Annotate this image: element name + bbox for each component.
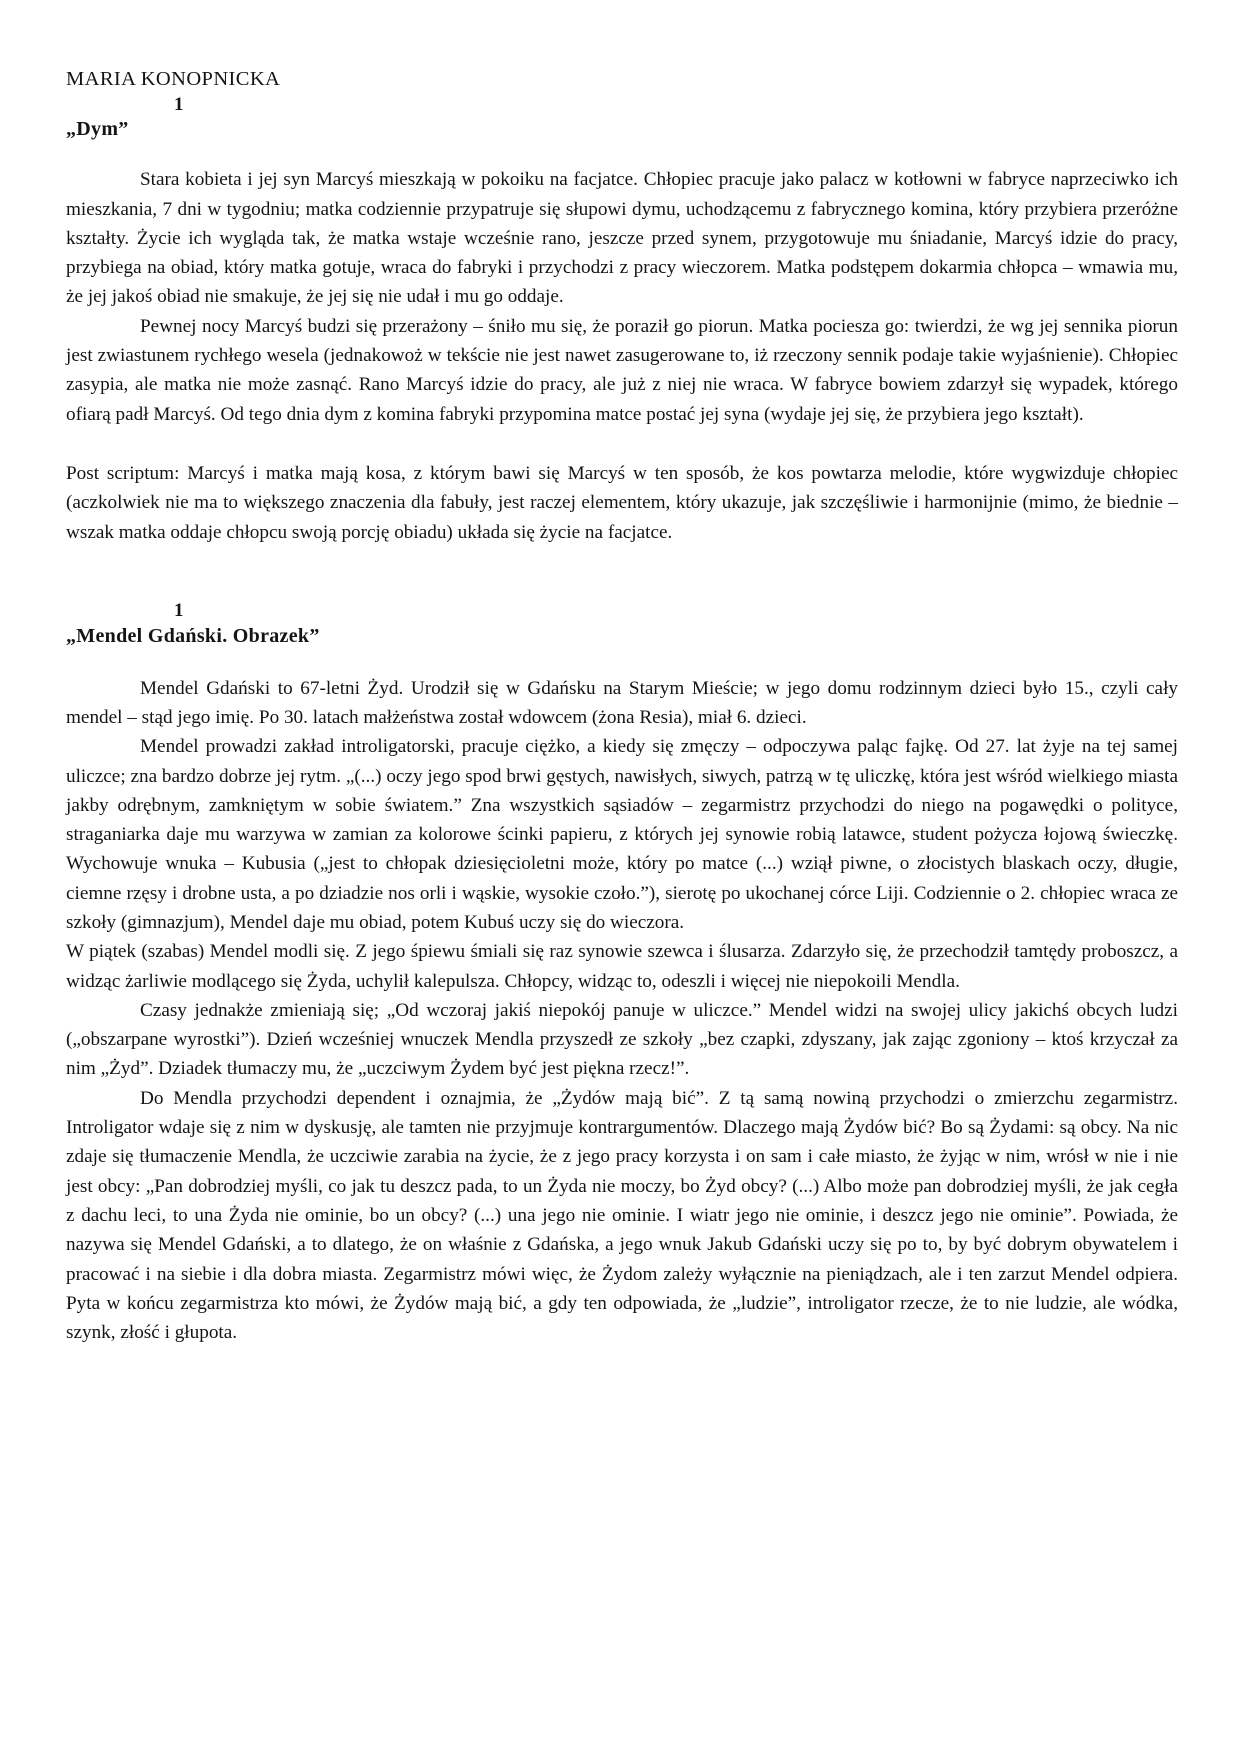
paragraph-mendel-5: Do Mendla przychodzi dependent i oznajmia, że „Żydów mają bić”. Z tą samą nowiną przychodzi o zmierzchu zegarmistrz. Introligator wdaje się z nim w dyskusję, ale tamten nie przyjmuje kontrargumentów. Dlaczego mają Żydów bić? Bo są Żydami: są obcy. Na nic zdaje się tłumaczenie Mendla, że uczciwie zarabia na życie, że z jego pracy korzysta i on sam i całe miasto, że żyjąc w nim, wrósł w nie i nie jest obcy: „Pan dobrodziej myśli, co jak tu deszcz pada, to un Żyda nie moczy, bo Żyd obcy? (...) Albo może pan dobrodziej myśli, że jak cegła z dachu leci, to una Żyda nie ominie, bo un obcy? (...) una jego nie ominie. I wiatr jego nie ominie, i deszcz jego nie ominie”. Powiada, że nazywa się Mendel Gdański, a to dlatego, że on właśnie z Gdańska, a jego wnuk Jakub Gdański uczy się po to, by być dobrym obywatelem i pracować i na siebie i dla dobra miasta. Zegarmistrz mówi więc, że Żydom zależy wyłącznie na pieniądzach, ale i ten zarzut Mendel odpiera. Pyta w końcu zegarmistrza kto mówi, że Żydów mają bić, a gdy ten odpowiada, że „ludzie”, introligator rzecze, że to nie ludzie, ale wódka, szynk, złość i głupota. xyxy=(66,1087,1178,1344)
section-number-2: 1 xyxy=(174,599,184,621)
section-title-dym: „Dym” xyxy=(66,118,129,141)
paragraph-mendel-4: Czasy jednakże zmieniają się; „Od wczoraj jakiś niepokój panuje w uliczce.” Mendel widzi na swojej ulicy jakichś obcych ludzi („obszarpane wyrostki”). Dzień wcześniej wnuczek Mendla przyszedł ze szkoły „bez czapki, zdyszany, jak zając zgoniony – ktoś krzyczał za nim „Żyd”. Dziadek tłumaczy mu, że „uczciwym Żydem być jest piękna rzecz!”. xyxy=(66,999,1178,1080)
section-spacer xyxy=(66,547,1178,599)
paragraph-dym-2: Pewnej nocy Marcyś budzi się przerażony – śniło mu się, że poraził go piorun. Matka pociesza go: twierdzi, że wg jej sennika piorun jest zwiastunem rychłego wesela (jednakowoż w tekście nie jest nawet zasugerowane to, iż rzeczony sennik podaje takie wyjaśnienie). Chłopiec zasypia, ale matka nie może zasnąć. Rano Marcyś idzie do pracy, ale już z niej nie wraca. W fabryce bowiem zdarzył się wypadek, którego ofiarą padł Marcyś. Od tego dnia dym z komina fabryki przypomina matce postać jej syna (wydaje jej się, że przybiera jego kształt). xyxy=(66,315,1178,425)
paragraph-mendel-2: Mendel prowadzi zakład introligatorski, pracuje ciężko, a kiedy się zmęczy – odpoczywa paląc fajkę. Od 27. lat żyje na tej samej uliczce; zna bardzo dobrze jej rytm. „(...) oczy jego spod brwi gęstych, nawisłych, siwych, patrzą w tę uliczkę, która jest wśród wielkiego miasta jakby odrębnym, zamkniętym w sobie światem.” Zna wszystkich sąsiadów – zegarmistrz przychodzi do niego na pogawędki o polityce, straganiarka daje mu warzywa w zamian za kolorowe ścinki papieru, z których jej synowie robią latawce, student pożycza łojową świeczkę. Wychowuje wnuka – Kubusia („jest to chłopak dziesięcioletni może, który po matce (...) wziął piwne, o złocistych blaskach oczy, długie, ciemne rzęsy i drobne usta, a po dziadzie nos orli i wąskie, wysokie czoło.”), sierotę po ukochanej córce Liji. Codziennie o 2. chłopiec wraca ze szkoły (gimnazjum), Mendel daje mu obiad, potem Kubuś uczy się do wieczora. xyxy=(66,736,1178,933)
document-author: MARIA KONOPNICKA xyxy=(66,68,281,90)
paragraph-mendel-1: Mendel Gdański to 67-letni Żyd. Urodził się w Gdańsku na Starym Mieście; w jego domu rodzinnym dzieci było 15., czyli cały mendel – stąd jego imię. Po 30. latach małżeństwa został wdowcem (żona Resia), miał 6. dzieci. xyxy=(66,677,1178,728)
paragraph-dym-1: Stara kobieta i jej syn Marcyś mieszkają w pokoiku na facjatce. Chłopiec pracuje jako palacz w kotłowni w fabryce naprzeciwko ich mieszkania, 7 dni w tygodniu; matka codziennie przypatruje się słupowi dymu, uchodzącemu z fabrycznego komina, który przybiera przeróżne kształty. Życie ich wygląda tak, że matka wstaje wcześnie rano, jeszcze przed synem, przygotowuje mu śniadanie, Marcyś idzie do pracy, przybiega na obiad, który matka gotuje, wraca do fabryki i przychodzi z pracy wieczorem. Matka podstępem dokarmia chłopca – wmawia mu, że jej jakoś obiad nie smakuje, że jej się nie udał i mu go oddaje. xyxy=(66,169,1178,308)
paragraph-spacer xyxy=(66,429,1178,459)
paragraph-mendel-3: W piątek (szabas) Mendel modli się. Z jego śpiewu śmiali się raz synowie szewca i ślusarza. Zdarzyło się, że przechodził tamtędy proboszcz, a widząc żarliwie modlącego się Żyda, uchylił kalepulsza. Chłopcy, widząc to, odeszli i więcej nie niepokoili Mendla. xyxy=(66,941,1178,992)
paragraph-dym-postscriptum: Post scriptum: Marcyś i matka mają kosa, z którym bawi się Marcyś w ten sposób, że kos powtarza melodie, które wygwizduje chłopiec (aczkolwiek nie ma to większego znaczenia dla fabuły, jest raczej elementem, który ukazuje, jak szczęśliwie i harmonijnie (mimo, że biednie – wszak matka oddaje chłopcu swoją porcję obiadu) układa się życie na facjatce. xyxy=(66,462,1178,543)
section-title-mendel: „Mendel Gdański. Obrazek” xyxy=(66,624,320,647)
section-number-1: 1 xyxy=(174,93,184,115)
